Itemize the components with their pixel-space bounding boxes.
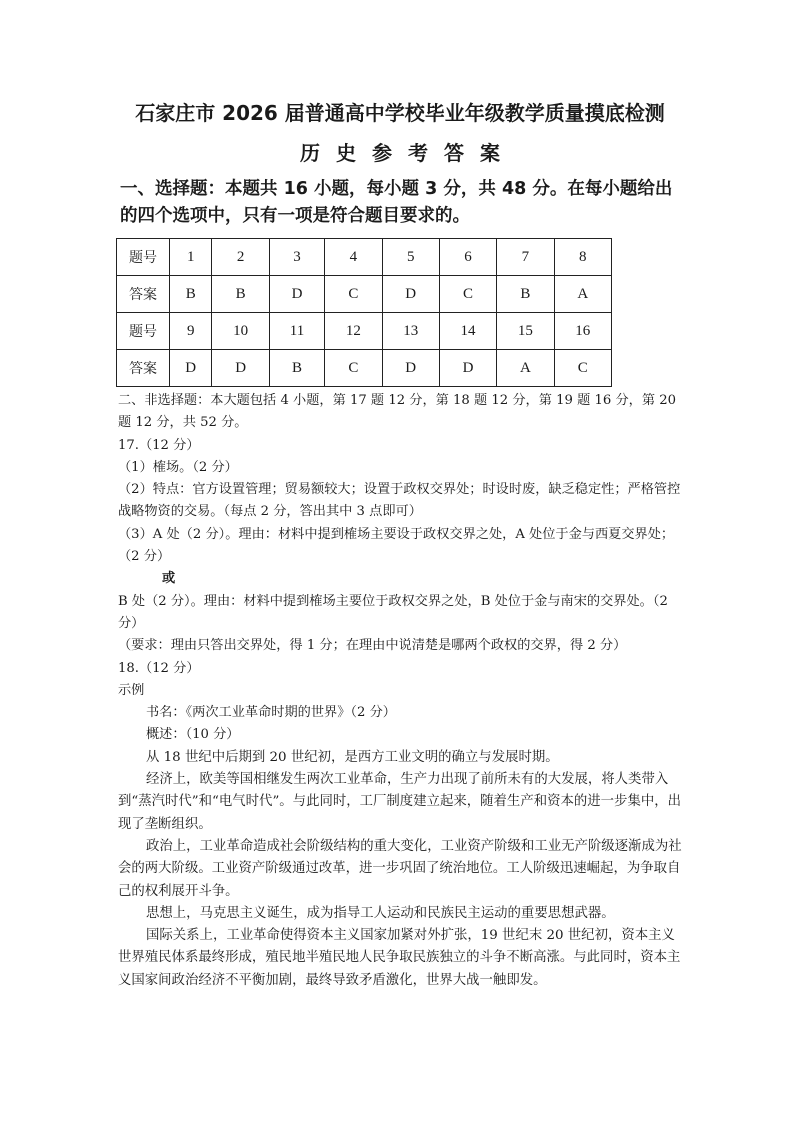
q18-book-title: 书名：《两次工业革命时期的世界》（2 分） xyxy=(146,705,396,721)
q17-answer-1: （1）榷场。（2 分） xyxy=(118,459,238,475)
question-number: 5 xyxy=(382,239,439,276)
answer-cell: D xyxy=(212,350,269,387)
q18-overview: 概述：（10 分） xyxy=(146,727,240,743)
section2 xyxy=(118,390,684,992)
q17-answer-2: （2）特点：官方设置管理；贸易额较大；设置于政权交界处；时设时废，缺乏稳定性；严格管控战略物资的交易。（每点 2 分，答出其中 3 点即可） xyxy=(118,482,681,520)
q18-paragraph: 思想上，马克思主义诞生，成为指导工人运动和民族民主运动的重要思想武器。 xyxy=(146,905,615,921)
q17-answer-3: （3）A 处（2 分）。理由：材料中提到榷场主要设于政权交界之处，A 处位于金与西夏交界处；（2 分） xyxy=(118,526,675,565)
answer-table xyxy=(116,238,612,387)
question-number: 12 xyxy=(325,313,382,350)
answer-cell: B xyxy=(170,276,212,313)
q17-title: 17.（12 分） xyxy=(118,437,200,453)
q18-paragraph: 国际关系上，工业革命使得资本主义国家加紧对外扩张，19 世纪末 20 世纪初，资本主义世界殖民体系最终形成，殖民地半殖民地人民争取民族独立的斗争不断高涨。与此同时，资本主义国家间政治经济不平衡加剧，最终导致矛盾激化，世界大战一触即发。 xyxy=(118,928,681,988)
row-label: 答案 xyxy=(117,276,170,313)
document-title: 石家庄市 2026 届普通高中学校毕业年级教学质量摸底检测 xyxy=(135,101,665,125)
question-number: 10 xyxy=(212,313,269,350)
answer-cell: D xyxy=(382,350,439,387)
question-number: 9 xyxy=(170,313,212,350)
q18-paragraph: 经济上，欧美等国相继发生两次工业革命，生产力出现了前所未有的大发展，将人类带入到“蒸汽时代”和“电气时代”。与此同时，工厂制度建立起来，随着生产和资本的进一步集中，出现了垄断组织。 xyxy=(118,772,682,832)
row-label: 题号 xyxy=(117,239,170,276)
question-number: 11 xyxy=(269,313,324,350)
question-number: 3 xyxy=(269,239,324,276)
answer-cell: C xyxy=(554,350,611,387)
q18-example: 示例 xyxy=(118,682,145,698)
answer-cell: C xyxy=(325,350,382,387)
question-number: 2 xyxy=(212,239,269,276)
answer-cell: C xyxy=(439,276,496,313)
answer-cell: D xyxy=(269,276,324,313)
q18-paragraph: 政治上，工业革命造成社会阶级结构的重大变化，工业资产阶级和工业无产阶级逐渐成为社会的两大阶级。工业资产阶级通过改革，进一步巩固了统治地位。工人阶级迅速崛起，为争取自己的权利展开斗争。 xyxy=(118,838,682,899)
answer-cell: C xyxy=(325,276,382,313)
q18-paragraph: 从 18 世纪中后期到 20 世纪初，是西方工业文明的确立与发展时期。 xyxy=(146,749,559,765)
question-number: 13 xyxy=(382,313,439,350)
question-number: 7 xyxy=(497,239,554,276)
question-number: 8 xyxy=(554,239,611,276)
section2-heading: 二、非选择题：本大题包括 4 小题，第 17 题 12 分，第 18 题 12 分，第 19 题 16 分，第 20 题 12 分，共 52 分。 xyxy=(118,393,676,431)
section1-heading: 一、选择题：本题共 16 小题，每小题 3 分，共 48 分。在每小题给出的四个选项中，只有一项是符合题目要求的。 xyxy=(120,179,673,226)
question-number: 15 xyxy=(497,313,554,350)
table-row xyxy=(117,276,612,313)
q17-or: 或 xyxy=(162,571,176,587)
answer-cell: D xyxy=(439,350,496,387)
answer-cell: D xyxy=(170,350,212,387)
row-label: 题号 xyxy=(117,313,170,350)
answer-cell: D xyxy=(382,276,439,313)
row-label: 答案 xyxy=(117,350,170,387)
question-number: 4 xyxy=(325,239,382,276)
q17-requirement: （要求：理由只答出交界处，得 1 分；在理由中说清楚是哪两个政权的交界，得 2 分） xyxy=(118,638,627,654)
question-number: 1 xyxy=(170,239,212,276)
question-number: 16 xyxy=(554,313,611,350)
answer-cell: A xyxy=(554,276,611,313)
answer-cell: B xyxy=(212,276,269,313)
document-subtitle: 历史参考答案 xyxy=(300,141,516,165)
question-number: 6 xyxy=(439,239,496,276)
question-number: 14 xyxy=(439,313,496,350)
answer-cell: B xyxy=(497,276,554,313)
table-row xyxy=(117,350,612,387)
table-row xyxy=(117,313,612,350)
table-row xyxy=(117,239,612,276)
q18-title: 18.（12 分） xyxy=(118,660,200,676)
q17-answer-3-alt: B 处（2 分）。理由：材料中提到榷场主要位于政权交界之处，B 处位于金与南宋的交界处。（2 分） xyxy=(118,593,668,631)
answer-cell: A xyxy=(497,350,554,387)
answer-cell: B xyxy=(269,350,324,387)
